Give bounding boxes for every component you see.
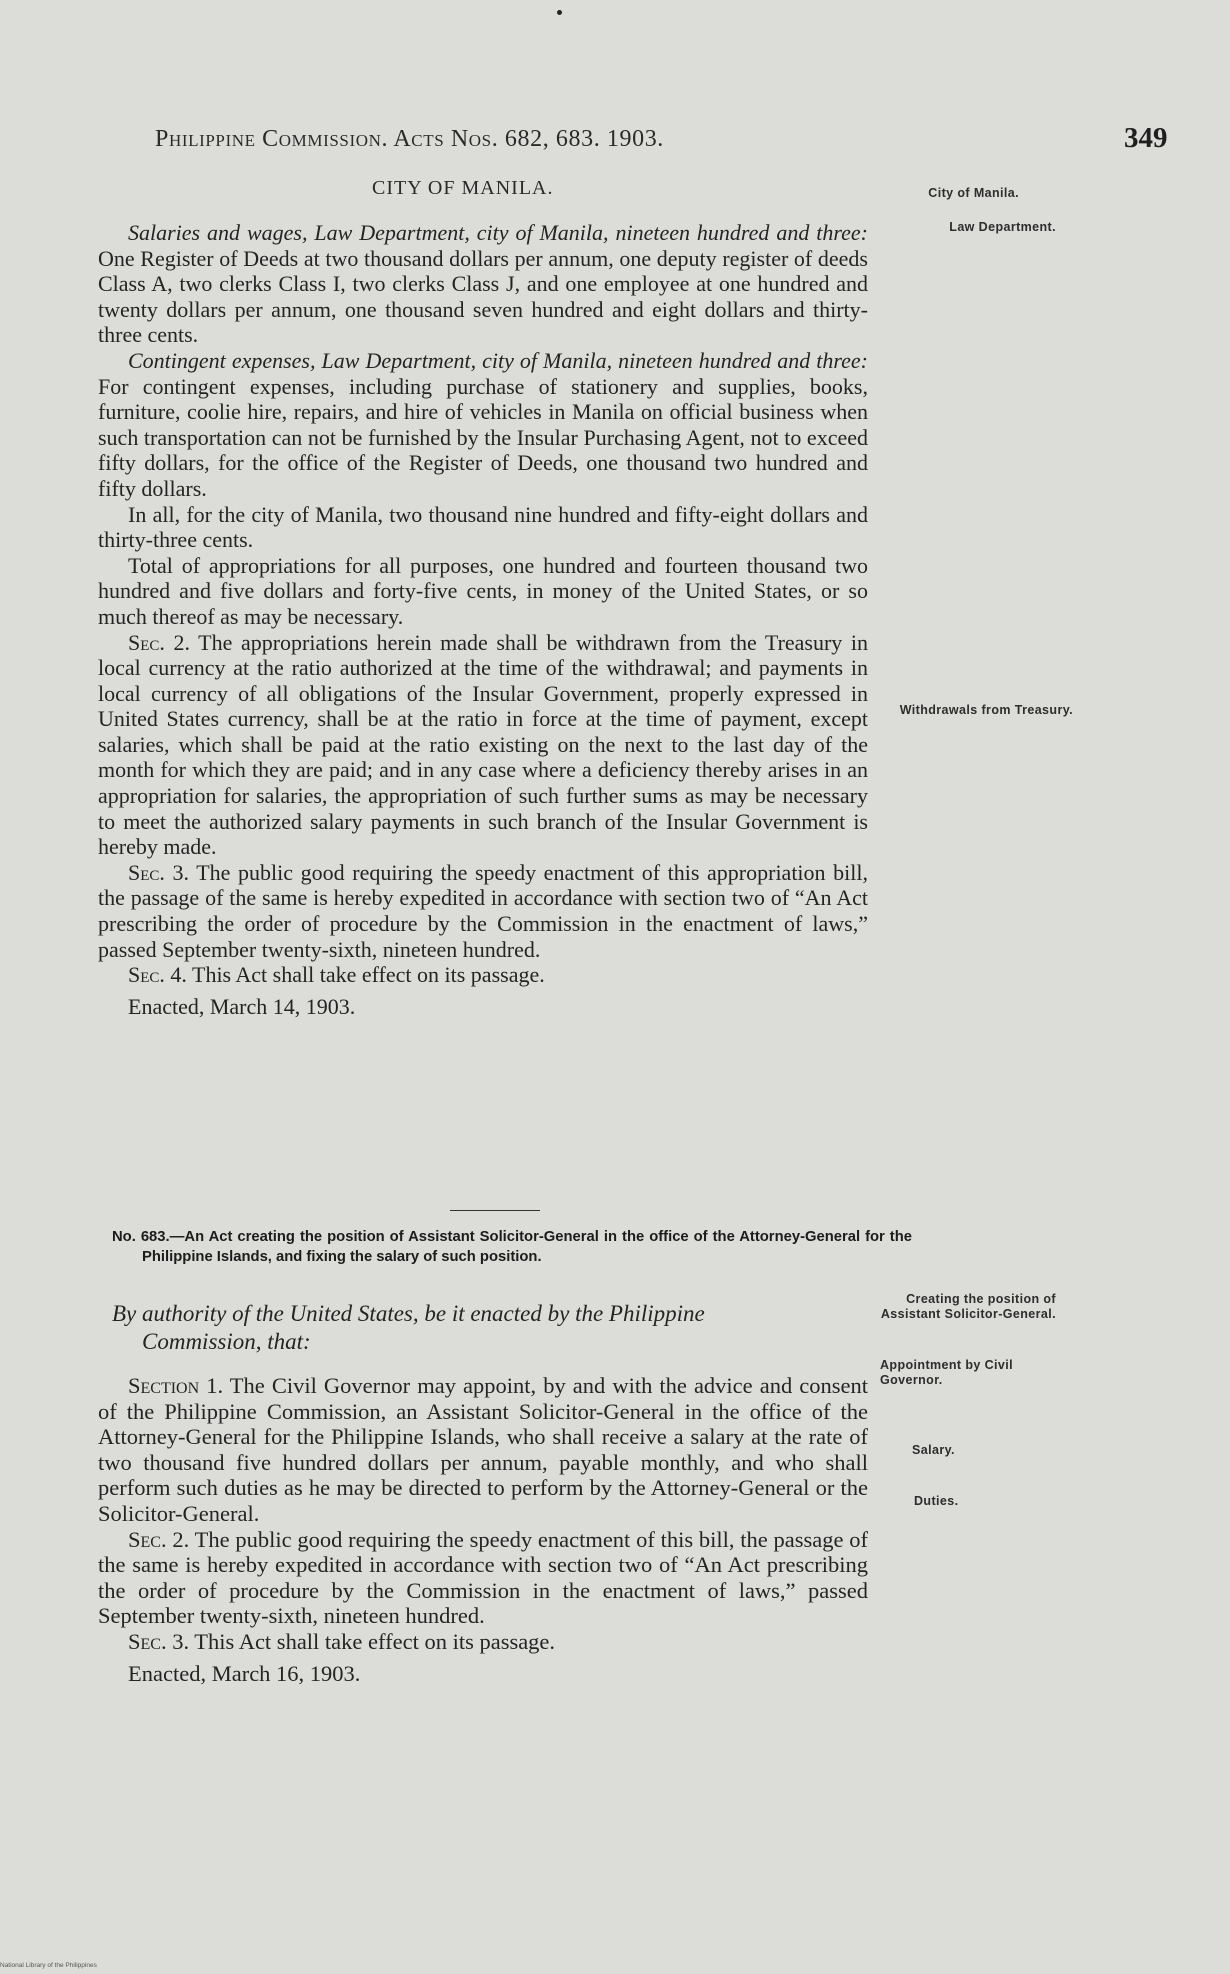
paragraph-sec-4 bbox=[98, 962, 868, 988]
text-section-1: The Civil Governor may appoint, by and with the advice and consent of the Philippine Commission, an Assistant Solicitor-General in the office of the Attorney-General for the Philippine Islands, who shall receive a salary at the rate of two thousand five hundred dollars per annum, payable monthly, and who shall perform such duties as he may be directed to perform by the Attorney-General or the Solicitor-General. bbox=[98, 1373, 869, 1526]
paragraph-683-sec-3 bbox=[98, 1629, 868, 1655]
label-section-1: Section 1. bbox=[128, 1373, 224, 1398]
text-sec-4: This Act shall take effect on its passage. bbox=[186, 962, 545, 988]
label-sec-4: Sec. 4. bbox=[128, 962, 187, 988]
margin-note-law-department: Law Department. bbox=[949, 220, 1056, 234]
label-sec-2: Sec. 2. bbox=[128, 629, 190, 655]
text-salaries: One Register of Deeds at two thousand dollars per annum, one deputy register of deeds Class A, two clerks Class I, two clerks Class J, and one employee at one hundred and twenty dollars per annum, one thousand seven hundred and eight dollars and thirty-three cents. bbox=[98, 245, 868, 348]
section-divider bbox=[450, 1210, 540, 1211]
margin-note-appointment: Appointment by Civil Governor. bbox=[880, 1358, 1013, 1387]
margin-note-creating-position: Creating the position of Assistant Solicitor-General. bbox=[880, 1292, 1056, 1321]
act-683-title: No. 683.—An Act creating the position of Assistant Solicitor-General in the office of the Attorney-General for the Philippine Islands, and fixing the salary of such position. bbox=[112, 1229, 912, 1265]
paragraph-salaries bbox=[98, 220, 868, 348]
paragraph-in-all: In all, for the city of Manila, two thousand nine hundred and fifty-eight dollars and thirty-three cents. bbox=[98, 501, 868, 553]
paragraph-contingent bbox=[98, 348, 868, 502]
enacting-clause bbox=[112, 1300, 882, 1356]
page-number: 349 bbox=[1124, 122, 1168, 154]
enacted-date-683: Enacted, March 16, 1903. bbox=[128, 1660, 361, 1686]
text-sec-3: The public good requiring the speedy enactment of this appropriation bill, the passage of the same is hereby expedited in accordance with section two of “An Act prescribing the order of procedure by the Commission in the enactment of laws,” passed September twenty-sixth, nineteen hundred. bbox=[98, 859, 868, 962]
ink-dot bbox=[557, 10, 562, 15]
label-683-sec-3: Sec. 3. bbox=[128, 1628, 190, 1654]
margin-note-city: City of Manila. bbox=[928, 186, 1019, 200]
margin-note-withdrawals: Withdrawals from Treasury. bbox=[899, 703, 1073, 717]
paragraph-683-sec-2 bbox=[98, 1527, 868, 1629]
text-contingent: For contingent expenses, including purchase of stationery and supplies, books, furniture, coolie hire, repairs, and hire of vehicles in Manila on official business when such transportation can not be furnished by the Insular Purchasing Agent, not to exceed fifty dollars, for the office of the Register of Deeds, one thousand two hundred and fifty dollars. bbox=[98, 373, 868, 501]
heading-contingent: Contingent expenses, Law Department, city of Manila, nineteen hundred and three: bbox=[128, 347, 868, 373]
margin-note-duties: Duties. bbox=[914, 1494, 959, 1508]
enacted-date-682: Enacted, March 14, 1903. bbox=[128, 993, 356, 1019]
paragraph-section-1 bbox=[98, 1373, 868, 1527]
paragraph-sec-3 bbox=[98, 860, 868, 962]
enacting-line-2: Commission, that: bbox=[142, 1329, 311, 1354]
act-683-body bbox=[98, 1373, 868, 1686]
enacting-line-1: By authority of the United States, be it enacted by the Philippine bbox=[112, 1301, 705, 1326]
paragraph-total: Total of appropriations for all purposes, one hundred and fourteen thousand two hundred and five dollars and forty-five cents, in money of the United States, or so much thereof as may be necessary. bbox=[98, 552, 868, 629]
text-sec-2: The appropriations herein made shall be withdrawn from the Treasury in local currency at the ratio authorized at the time of the withdrawal; and payments in local currency of all obligations of the Insular Government, properly expressed in United States currency, shall be at the ratio in force at the time of payment, except salaries, which shall be paid at the ratio existing on the next to the last day of the month for which they are paid; and in any case where a deficiency thereby arises in an appropriation for salaries, the appropriation of such further sums as may be necessary to meet the authorized salary payments in such branch of the Insular Government is hereby made. bbox=[98, 629, 868, 860]
margin-note-salary: Salary. bbox=[912, 1443, 955, 1457]
heading-salaries: Salaries and wages, Law Department, city of Manila, nineteen hundred and three: bbox=[128, 220, 868, 245]
paragraph-sec-2 bbox=[98, 630, 868, 860]
text-683-sec-3: This Act shall take effect on its passage. bbox=[189, 1628, 556, 1654]
text-683-sec-2: The public good requiring the speedy enactment of this bill, the passage of the same is hereby expedited in accordance with section two of “An Act prescribing the order of procedure by the Commission in the enactment of laws,” passed September twenty-sixth, nineteen hundred. bbox=[98, 1526, 868, 1629]
running-head: Philippine Commission. Acts Nos. 682, 683. 1903. bbox=[155, 126, 664, 152]
act-682-body bbox=[98, 220, 868, 1019]
label-683-sec-2: Sec. 2. bbox=[128, 1526, 190, 1552]
label-sec-3: Sec. 3. bbox=[128, 859, 190, 885]
section-heading: CITY OF MANILA. bbox=[372, 177, 554, 199]
scan-footer: National Library of the Philippines bbox=[0, 1962, 97, 1969]
